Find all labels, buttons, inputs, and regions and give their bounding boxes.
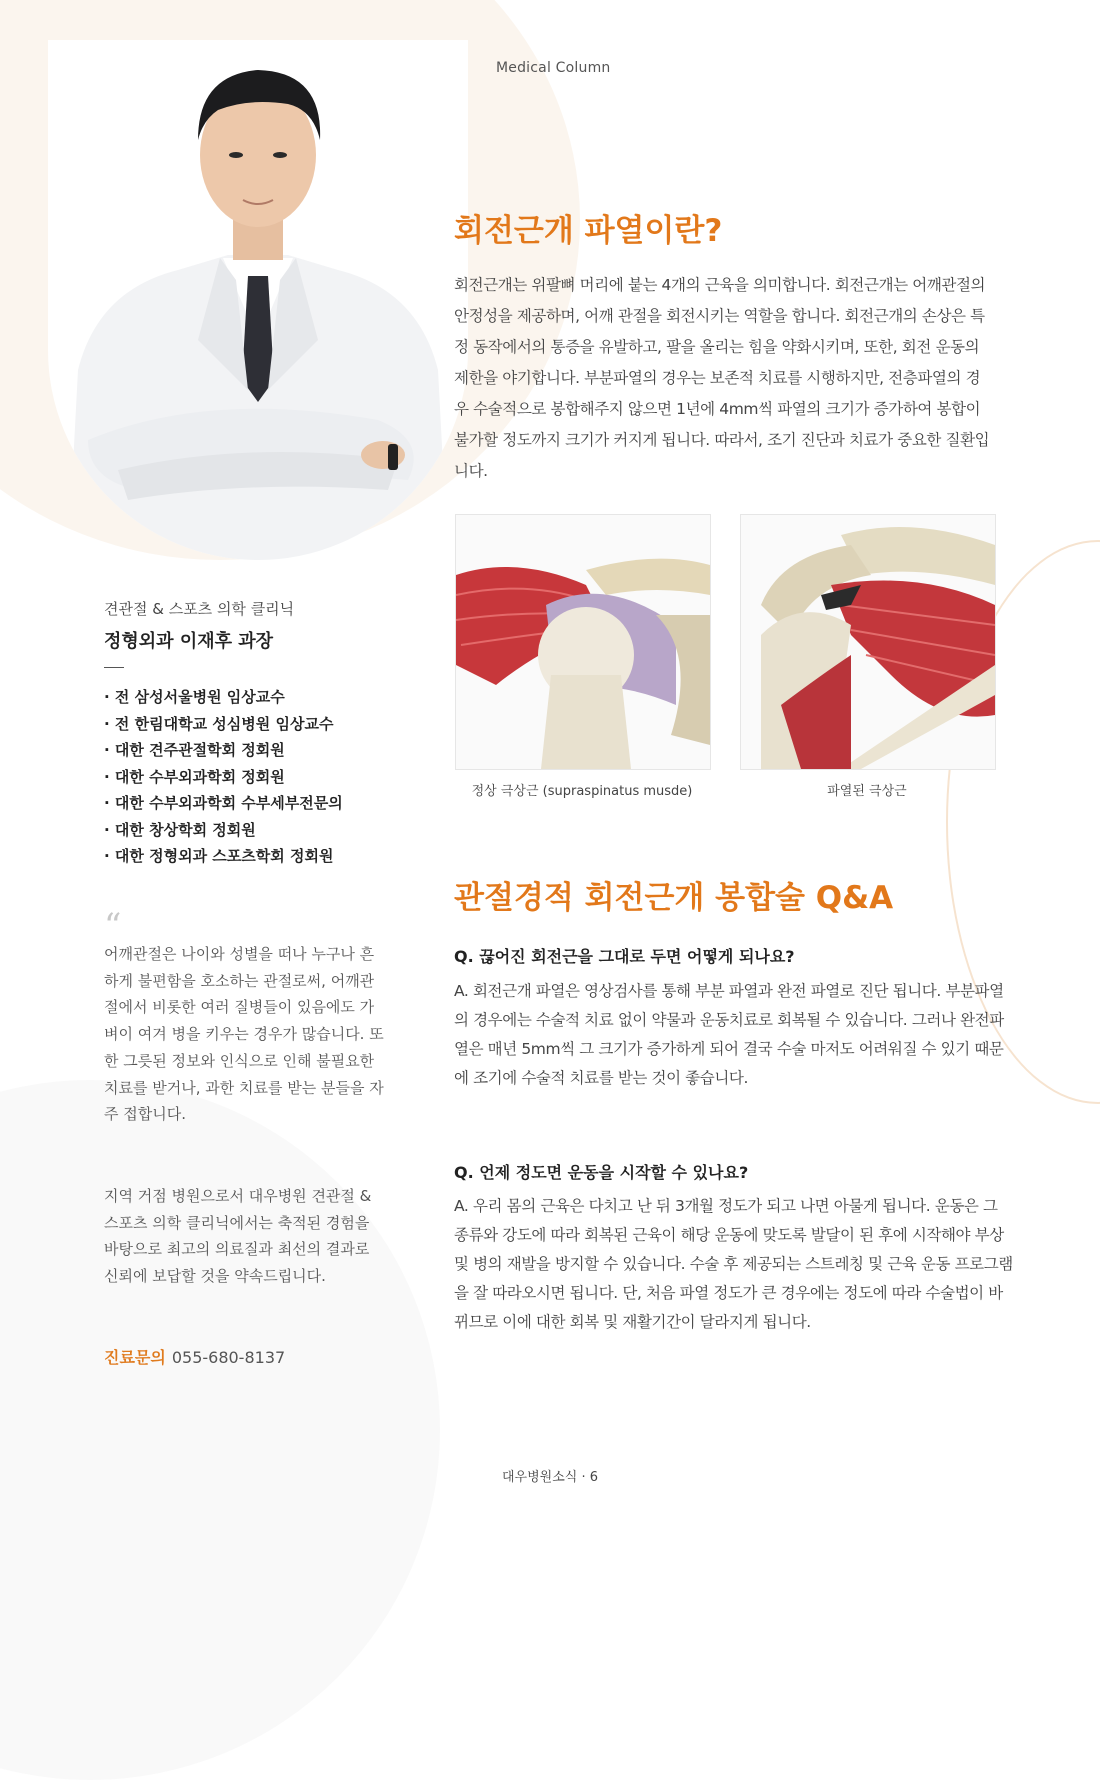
torn-supraspinatus-illustration [740,514,996,770]
contact-phone: 055-680-8137 [171,1348,286,1367]
credential-item: · 대한 수부외과학회 정회원 [104,767,285,786]
clinic-name: 견관절 & 스포츠 의학 클리닉 [104,600,295,618]
doctor-quote: 어깨관절은 나이와 성별을 떠나 누구나 흔하게 불편함을 호소하는 관절로써, 어깨관절에서 비롯한 여러 질병들이 있음에도 가벼이 여겨 병을 키우는 경우가 많습니다. 또한 그릇된 정보와 인식으로 인해 불필요한 치료를 받거나, 과한 치료를 받는 분들을 자주 접합니다. [104,945,384,1124]
credential-item: · 대한 창상학회 정회원 [104,820,256,839]
figure-caption: 파열된 극상근 [827,784,907,799]
section-title: 회전근개 파열이란? [454,213,723,249]
credential-item: · 전 한림대학교 성심병원 임상교수 [104,714,334,733]
section-body: 회전근개는 위팔뼈 머리에 붙는 4개의 근육을 의미합니다. 회전근개는 어깨관절의 안정성을 제공하며, 어깨 관절을 회전시키는 역할을 합니다. 회전근개의 손상은 특정 동작에서의 통증을 유발하고, 팔을 올리는 힘을 약화시키며, 또한, 회전 운동의 제한을 야기합니다. 부분파열의 경우는 보존적 치료를 시행하지만, 전층파열의 경우 수술적으로 봉합해주지 않으면 1년에 4mm씩 파열의 크기가 증가하여 봉합이 불가할 정도까지 크기가 커지게 됩니다. 따라서, 조기 진단과 치료가 중요한 질환입니다. [454,276,990,480]
page-footer: 대우병원소식 · 6 [502,1470,599,1485]
quote-mark-icon: “ [104,906,122,946]
contact-info [104,1345,285,1368]
normal-supraspinatus-illustration [455,514,711,770]
doctor-profile [104,598,404,870]
doctor-photo [48,40,468,560]
question: Q. 끊어진 회전근을 그대로 두면 어떻게 되나요? [454,947,795,966]
column-label: Medical Column [496,60,611,76]
credential-item: · 대한 수부외과학회 수부세부전문의 [104,794,343,812]
doctor-name: 정형외과 이재후 과장 [104,631,274,652]
credentials-list [104,684,404,870]
answer: A. 우리 몸의 근육은 다치고 난 뒤 3개월 정도가 되고 나면 아물게 됩니다. 운동은 그 종류와 강도에 따라 회복된 근육이 해당 운동에 맞도록 발달이 된 후에 시작해야 부상 및 병의 재발을 방지할 수 있습니다. 수술 후 제공되는 스트레칭 및 근육 운동 프로그램을 잘 따라오시면 됩니다. 단, 처음 파열 정도가 큰 경우에는 정도에 따라 수술법이 바뀌므로 이에 대한 회복 및 재활기간이 달라지게 됩니다. [454,1197,1013,1331]
hospital-promise: 지역 거점 병원으로서 대우병원 견관절 & 스포츠 의학 클리닉에서는 축적된 경험을 바탕으로 최고의 의료질과 최선의 결과로 신뢰에 보답할 것을 약속드립니다. [104,1187,372,1286]
qa-section-title: 관절경적 회전근개 봉합술 Q&A [454,880,894,916]
figure-caption: 정상 극상근 (supraspinatus musde) [471,784,693,799]
contact-label: 진료문의 [104,1348,166,1367]
credential-item: · 대한 정형외과 스포츠학회 정회원 [104,847,334,865]
divider [104,667,124,668]
credential-item: · 대한 견주관절학회 정회원 [104,741,285,759]
answer: A. 회전근개 파열은 영상검사를 통해 부분 파열과 완전 파열로 진단 됩니다. 부분파열의 경우에는 수술적 치료 없이 약물과 운동치료로 회복될 수 있습니다. 그러나 완전파열은 매년 5mm씩 그 크기가 증가하게 되어 결국 수술 마저도 어려워질 수 있기 때문에 조기에 수술적 치료를 받는 것이 좋습니다. [454,982,1004,1087]
credential-item: · 전 삼성서울병원 임상교수 [104,688,285,706]
question: Q. 언제 정도면 운동을 시작할 수 있나요? [454,1163,749,1182]
